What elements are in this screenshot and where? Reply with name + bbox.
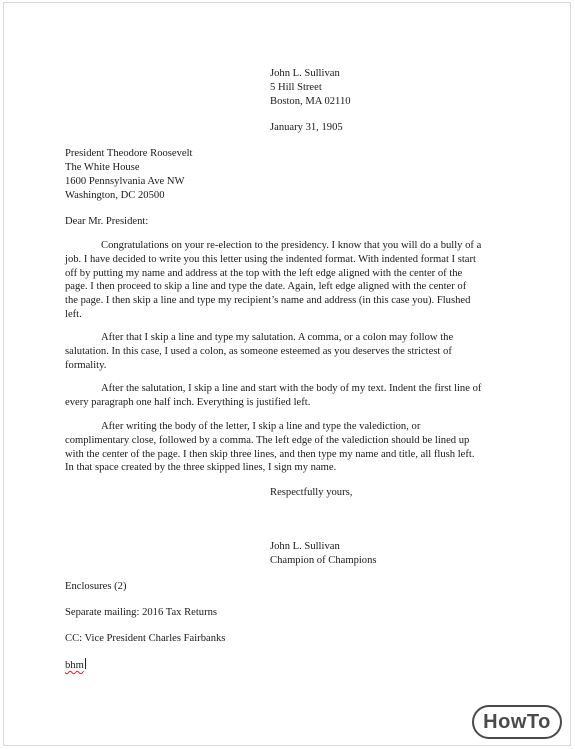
separate-mailing-notation: Separate mailing: 2016 Tax Returns: [65, 607, 218, 618]
paragraph-line: job. I have decided to write you this letter using the indented format. With indented format I start: [65, 253, 476, 265]
paragraph-line: every paragraph one half inch. Everything is justified left.: [65, 396, 311, 408]
sender-city: Boston, MA 02110: [270, 96, 351, 107]
paragraph-line: formality.: [65, 359, 107, 371]
paragraph-line: complimentary close, followed by a comma. The left edge of the valediction should be lined up: [65, 434, 470, 446]
recipient-line-3: 1600 Pennsylvania Ave NW: [65, 176, 185, 187]
letter-date: January 31, 1905: [270, 122, 343, 133]
body-paragraph-4: [65, 420, 510, 475]
sender-name: John L. Sullivan: [270, 68, 340, 79]
howto-logo: HowTo: [472, 705, 562, 739]
typist-initials-text: bhm: [65, 660, 84, 671]
paragraph-line: salutation. In this case, I used a colon, as someone esteemed as you deserves the strictest of: [65, 345, 452, 357]
cc-notation: CC: Vice President Charles Fairbanks: [65, 633, 226, 644]
valediction: Respectfully yours,: [270, 487, 353, 498]
body-paragraph-3: [65, 382, 510, 410]
salutation: Dear Mr. President:: [65, 216, 149, 227]
recipient-line-1: President Theodore Roosevelt: [65, 148, 193, 159]
paragraph-line: In that space created by the three skipped lines, I sign my name.: [65, 462, 337, 474]
body-paragraph-2: [65, 331, 510, 372]
signature-title: Champion of Champions: [270, 555, 377, 566]
typist-initials: [65, 658, 86, 672]
paragraph-line: the page. I then skip a line and type my recipient’s name and address (in this case you). Flushed: [65, 295, 471, 307]
paragraph-line: left.: [65, 308, 82, 320]
recipient-line-4: Washington, DC 20500: [65, 190, 165, 201]
paragraph-line: After writing the body of the letter, I skip a line and type the valediction, or: [101, 421, 421, 432]
recipient-line-2: The White House: [65, 162, 140, 173]
paragraph-line: Congratulations on your re-election to the presidency. I know that you will do a bully of a: [101, 240, 482, 251]
sender-street: 5 Hill Street: [270, 82, 322, 93]
paragraph-line: page. I then proceed to skip a line and type the date. Again, left edge aligned with the center of: [65, 281, 467, 293]
signature-name: John L. Sullivan: [270, 541, 340, 552]
body-paragraph-1: [65, 239, 510, 322]
paragraph-line: with the center of the page. I then skip three lines, and then type my name and title, all flush left.: [65, 448, 475, 460]
text-cursor: [85, 658, 86, 669]
enclosures-notation: Enclosures (2): [65, 581, 127, 592]
paragraph-line: off by putting my name and address at the top with the left edge aligned with the center of the: [65, 267, 463, 279]
paragraph-line: After that I skip a line and type my salutation. A comma, or a colon may follow the: [101, 332, 454, 343]
paragraph-line: After the salutation, I skip a line and start with the body of my text. Indent the first line of: [101, 383, 482, 394]
